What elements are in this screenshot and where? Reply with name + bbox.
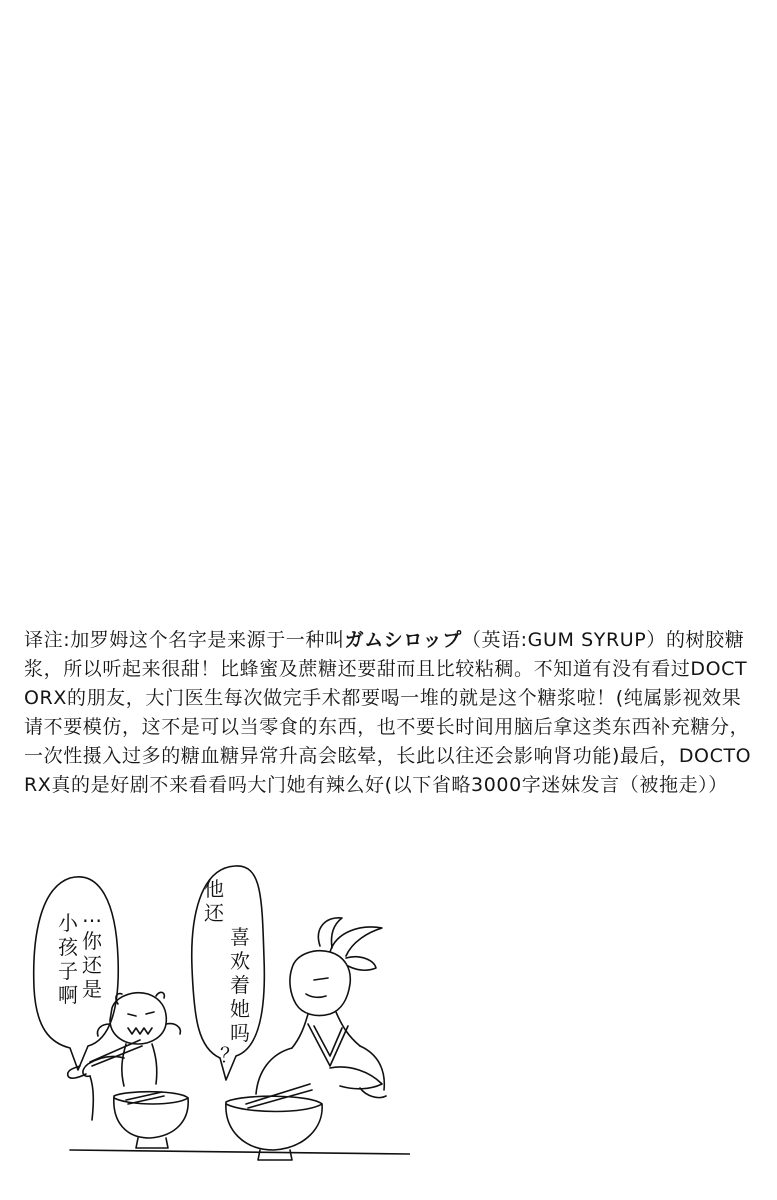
left-bubble-col1-line3: 还 <box>82 953 102 977</box>
left-bubble-col1-line4: 是 <box>82 977 102 1001</box>
left-speech-bubble <box>34 877 119 1070</box>
otter-character <box>68 992 189 1148</box>
right-bubble-col1-line1: 他 <box>204 877 224 901</box>
left-bubble-col1-line1: … <box>82 903 102 927</box>
right-bubble-col2-line3: 着 <box>230 973 250 997</box>
right-bubble-col2-line2: 欢 <box>230 949 250 973</box>
translator-note-intro: 译注:加罗姆这个名字是来源于一种叫 <box>24 629 345 651</box>
right-bubble-col1-line2: 还 <box>204 901 224 925</box>
left-bubble-col2-line2: 孩 <box>58 935 78 959</box>
table-edge <box>70 1150 410 1154</box>
comic-illustration <box>30 858 410 1178</box>
right-bubble-col2-line4: 她 <box>230 997 250 1021</box>
translator-note <box>24 626 760 800</box>
right-bubble-col2-line6: ？ <box>220 1043 240 1067</box>
translator-note-katakana: ガムシロップ <box>344 629 462 651</box>
right-speech-bubble <box>192 866 265 1080</box>
left-bubble-col2-line4: 啊 <box>58 983 78 1007</box>
right-bubble-col2-line5: 吗 <box>230 1021 250 1045</box>
right-bubble-col2-line1: 喜 <box>230 925 250 949</box>
translator-note-body: （英语:GUM SYRUP）的树胶糖浆，所以听起来很甜！比蜂蜜及蔗糖还要甜而且比较粘稠。不知道有没有看过DOCTORX的朋友，大门医生每次做完手术都要喝一堆的就是这个糖浆啦！(纯属影视效果请不要模仿，这不是可以当零食的东西，也不要长时间用脑后拿这类东西补充糖分，一次性摄入过多的糖血糖异常升高会眩晕，长此以往还会影响肾功能)最后，DOCTORX真的是好剧不来看看吗大门她有辣么好(以下省略3000字迷妹发言（被拖走）） <box>24 629 752 796</box>
left-bubble-col2-line1: 小 <box>58 911 78 935</box>
left-bubble-col1-line2: 你 <box>82 929 102 953</box>
left-bubble-col2-line3: 子 <box>58 959 78 983</box>
